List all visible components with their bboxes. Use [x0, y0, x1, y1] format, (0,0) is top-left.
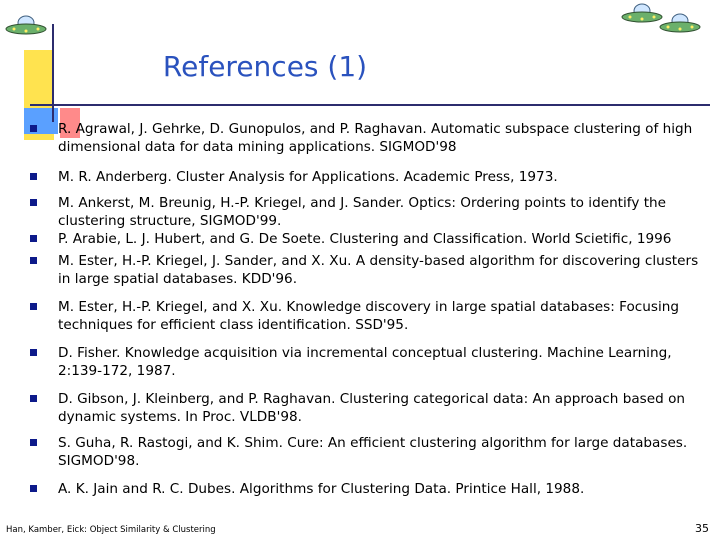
footer-text: Han, Kamber, Eick: Object Similarity & Clustering — [6, 525, 216, 535]
page-number: 35 — [695, 522, 709, 535]
reference-item — [28, 230, 708, 248]
ufo-icon — [4, 14, 48, 38]
reference-item — [28, 168, 708, 186]
bullet-square-icon — [30, 199, 37, 206]
reference-item — [28, 344, 708, 380]
bullet-square-icon — [30, 235, 37, 242]
reference-item — [28, 252, 708, 288]
bullet-square-icon — [30, 395, 37, 402]
reference-item — [28, 480, 708, 498]
reference-text: M. R. Anderberg. Cluster Analysis for Applications. Academic Press, 1973. — [58, 169, 558, 185]
reference-item — [28, 298, 708, 334]
reference-text: M. Ester, H.-P. Kriegel, and X. Xu. Knowledge discovery in large spatial databases: Focusing techniques for efficient class identification. SSD'95. — [58, 299, 679, 333]
reference-item — [28, 434, 708, 470]
bullet-square-icon — [30, 349, 37, 356]
bullet-square-icon — [30, 257, 37, 264]
reference-item — [28, 390, 708, 426]
reference-text: M. Ankerst, M. Breunig, H.-P. Kriegel, and J. Sander. Optics: Ordering points to identify the clustering structure, SIGMOD'99. — [58, 195, 667, 229]
reference-text: P. Arabie, L. J. Hubert, and G. De Soete. Clustering and Classification. World Scietific, 1996 — [58, 231, 672, 247]
bullet-square-icon — [30, 303, 37, 310]
slide-title: References (1) — [162, 50, 368, 83]
reference-text: A. K. Jain and R. C. Dubes. Algorithms for Clustering Data. Printice Hall, 1988. — [58, 481, 585, 497]
bullet-square-icon — [30, 173, 37, 180]
ufo-icon — [658, 12, 702, 36]
reference-item — [28, 194, 708, 230]
bullet-square-icon — [30, 125, 37, 132]
bullet-square-icon — [30, 439, 37, 446]
decoration-horizontal-line — [30, 104, 710, 106]
reference-text: M. Ester, H.-P. Kriegel, J. Sander, and X. Xu. A density-based algorithm for discovering clusters in large spatial databases. KDD'96. — [58, 253, 699, 287]
reference-text: D. Fisher. Knowledge acquisition via incremental conceptual clustering. Machine Learning, 2:139-172, 1987. — [58, 345, 672, 379]
reference-item — [28, 120, 708, 156]
reference-text: R. Agrawal, J. Gehrke, D. Gunopulos, and P. Raghavan. Automatic subspace clustering of high dimensional data for data mining applications. SIGMOD'98 — [58, 121, 693, 155]
bullet-square-icon — [30, 485, 37, 492]
reference-text: D. Gibson, J. Kleinberg, and P. Raghavan. Clustering categorical data: An approach based on dynamic systems. In Proc. VLDB'98. — [58, 391, 685, 425]
references-list — [28, 120, 708, 498]
reference-text: S. Guha, R. Rastogi, and K. Shim. Cure: An efficient clustering algorithm for large databases. SIGMOD'98. — [58, 435, 688, 469]
